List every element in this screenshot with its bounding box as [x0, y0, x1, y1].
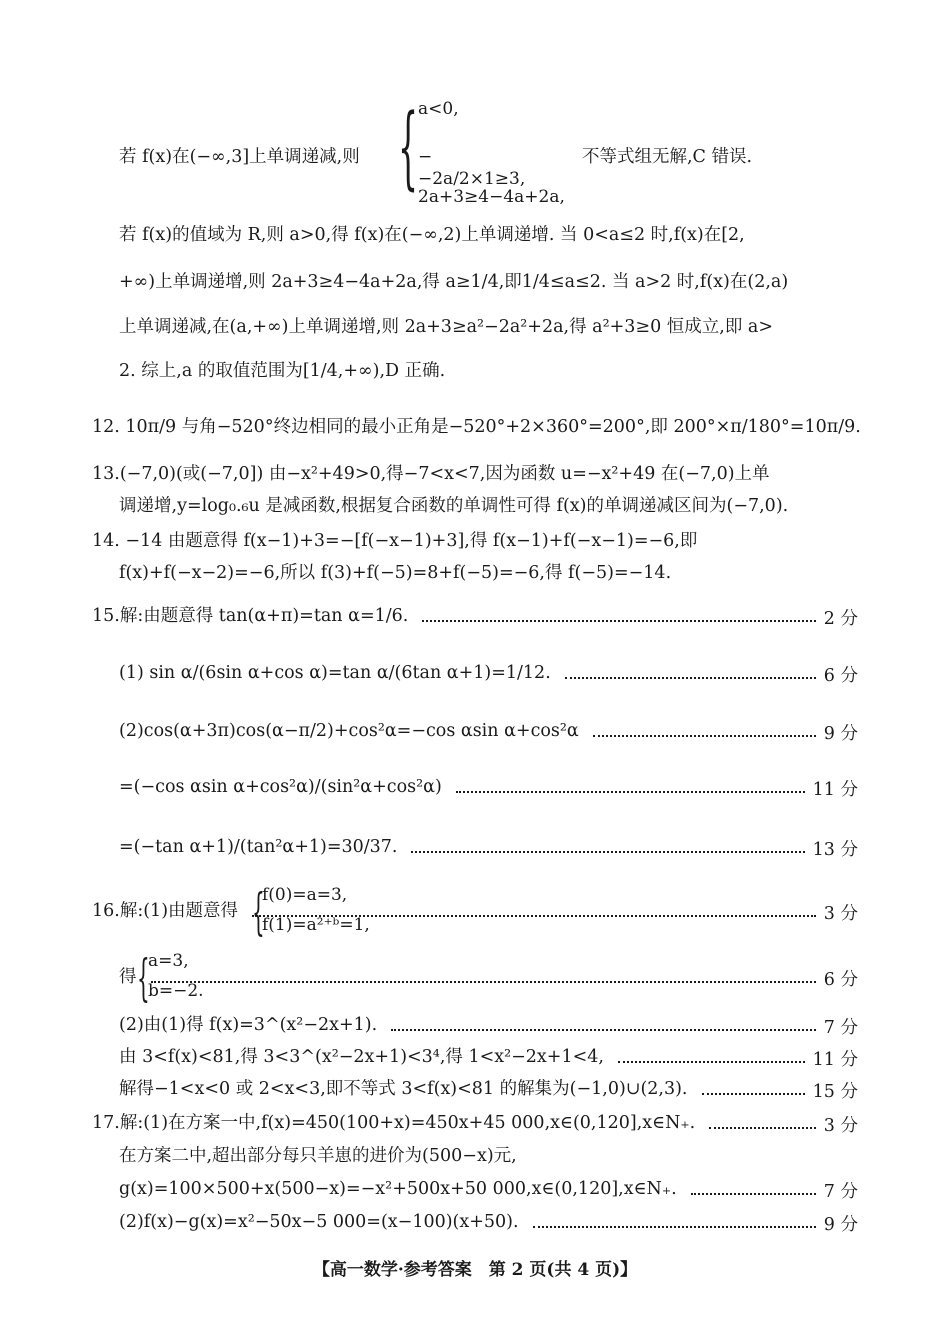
dot-leader	[151, 981, 816, 983]
text-line: f(x)+f(−x−2)=−6,所以 f(3)+f(−5)=8+f(−5)=−6,得 f(−5)=−14.	[119, 563, 672, 583]
dot-leader	[411, 851, 804, 853]
score: 3 分	[823, 1116, 858, 1136]
brace: {	[252, 883, 265, 941]
score: 9 分	[823, 1215, 858, 1235]
score: 7 分	[823, 1182, 858, 1202]
score: 6 分	[823, 666, 858, 686]
text-line: (2)cos(α+3π)cos(α−π/2)+cos²α=−cos αsin α+cos²α	[119, 721, 579, 741]
text-line: 12. 10π/9 与角−520°终边相同的最小正角是−520°+2×360°=200°,即 200°×π/180°=10π/9.	[92, 417, 861, 437]
text-line: 13.(−7,0)(或(−7,0]) 由−x²+49>0,得−7<x<7,因为函数 u=−x²+49 在(−7,0)上单	[92, 464, 770, 484]
text-line: 15.解:由题意得 tan(α+π)=tan α=1/6.	[92, 606, 409, 626]
page-footer: 【高一数学·参考答案 第 2 页(共 4 页)】	[312, 1260, 638, 1280]
score: 11 分	[812, 1050, 858, 1070]
text-line: 上单调递减,在(a,+∞)上单调递增,则 2a+3≥a²−2a²+2a,得 a²+3≥0 恒成立,即 a>	[119, 317, 773, 337]
text-line: 得	[119, 967, 137, 987]
text-line: 在方案二中,超出部分每只羊崽的进价为(500−x)元,	[119, 1146, 517, 1166]
text-line: =(−tan α+1)/(tan²α+1)=30/37.	[119, 837, 398, 857]
text-line: 调递增,y=log₀.₆u 是减函数,根据复合函数的单调性可得 f(x)的单调递减区间为(−7,0).	[119, 496, 789, 516]
text-line: 解得−1<x<0 或 2<x<3,即不等式 3<f(x)<81 的解集为(−1,0)∪(2,3).	[119, 1079, 688, 1099]
system-line: a=3,	[148, 951, 189, 971]
dot-leader	[252, 915, 816, 917]
text-line: 2. 综上,a 的取值范围为[1/4,+∞),D 正确.	[119, 361, 446, 381]
system-line: b=−2.	[148, 981, 204, 1001]
dot-leader	[422, 620, 815, 622]
dot-leader	[391, 1029, 816, 1031]
score: 11 分	[812, 780, 858, 800]
dot-leader	[691, 1193, 816, 1195]
score: 9 分	[823, 724, 858, 744]
text-line: 若 f(x)在(−∞,3]上单调递减,则	[119, 147, 360, 167]
dot-leader	[618, 1061, 805, 1063]
text-line: 若 f(x)的值域为 R,则 a>0,得 f(x)在(−∞,2)上单调递增. 当 0<a≤2 时,f(x)在[2,	[119, 225, 745, 245]
brace: {	[398, 95, 419, 200]
score: 7 分	[823, 1018, 858, 1038]
score: 15 分	[812, 1082, 858, 1102]
dot-leader	[709, 1127, 816, 1129]
score: 13 分	[812, 840, 858, 860]
dot-leader	[565, 677, 816, 679]
score: 3 分	[823, 904, 858, 924]
dot-leader	[456, 791, 805, 793]
text-line: 17.解:(1)在方案一中,f(x)=450(100+x)=450x+45 000,x∈(0,120],x∈N₊.	[92, 1113, 696, 1133]
text-line: (1) sin α/(6sin α+cos α)=tan α/(6tan α+1)=1/12.	[119, 663, 551, 683]
dot-leader	[593, 735, 816, 737]
text-line: 不等式组无解,C 错误.	[582, 147, 753, 167]
text-line: g(x)=100×500+x(500−x)=−x²+500x+50 000,x∈(0,120],x∈N₊.	[119, 1179, 677, 1199]
text-line: 14. −14 由题意得 f(x−1)+3=−[f(−x−1)+3],得 f(x−1)+f(−x−1)=−6,即	[92, 531, 698, 551]
text-line: +∞)上单调递增,则 2a+3≥4−4a+2a,得 a≥1/4,即1/4≤a≤2. 当 a>2 时,f(x)在(2,a)	[119, 272, 789, 292]
dot-leader	[533, 1226, 816, 1228]
system-line: f(0)=a=3,	[262, 885, 348, 905]
dot-leader	[702, 1093, 805, 1095]
score: 6 分	[823, 970, 858, 990]
system-line: −−2a/2×1≥3,	[418, 147, 526, 189]
text-line: (2)f(x)−g(x)=x²−50x−5 000=(x−100)(x+50).	[119, 1212, 519, 1232]
brace: {	[137, 949, 150, 1007]
score: 2 分	[823, 609, 858, 629]
system-line: f(1)=a²⁺ᵇ=1,	[262, 915, 370, 935]
text-line: =(−cos αsin α+cos²α)/(sin²α+cos²α)	[119, 777, 442, 797]
text-line: (2)由(1)得 f(x)=3^(x²−2x+1).	[119, 1015, 378, 1035]
system-line: a<0,	[418, 99, 459, 119]
system-line: 2a+3≥4−4a+2a,	[418, 187, 565, 207]
text-line: 由 3<f(x)<81,得 3<3^(x²−2x+1)<3⁴,得 1<x²−2x+1<4,	[119, 1047, 604, 1067]
text-line: 16.解:(1)由题意得	[92, 901, 239, 921]
